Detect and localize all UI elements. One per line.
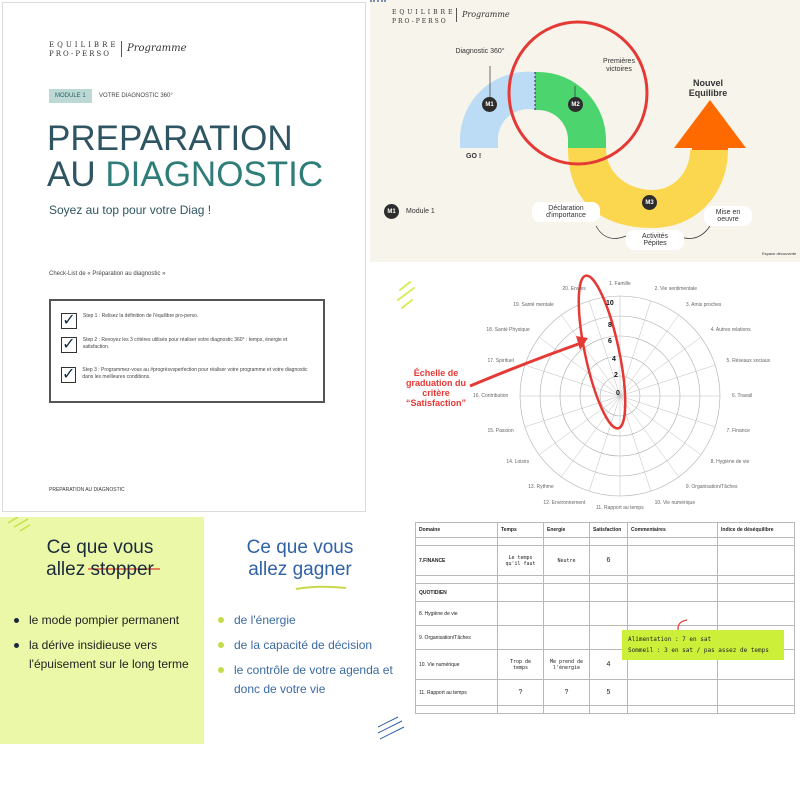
label-espace-decouverte: Espace découverte <box>762 251 797 256</box>
label-mise-en-oeuvre: Mise en oeuvre <box>704 206 752 226</box>
legend-node: M1 <box>384 204 399 219</box>
radar-axis-label: 5. Réseaux sociaux <box>726 358 771 365</box>
column-header: Energie <box>544 523 590 538</box>
doc-title-line1: PREPARATION <box>47 119 293 158</box>
radar-axis-label: 18. Santé Physique <box>486 327 530 334</box>
module-m3-node: M3 <box>642 195 657 210</box>
scale-0: 0 <box>616 390 620 397</box>
label-nouvel-equilibre: Nouvel Equilibre <box>688 78 728 98</box>
checkbox-checked-icon: ✓ <box>62 366 76 383</box>
table-cell: ? <box>498 680 544 706</box>
table-cell <box>628 546 718 576</box>
module-label: VOTRE DIAGNOSTIC 360° <box>99 93 173 99</box>
radar-spoke <box>620 396 715 427</box>
doc-title-diagnostic: DIAGNOSTIC <box>105 155 324 194</box>
checklist-box <box>49 299 325 403</box>
table-row <box>416 546 795 576</box>
doc-footer: PREPARATION AU DIAGNOSTIC <box>49 487 125 493</box>
brand-line1: EQUILIBRE <box>49 41 119 49</box>
checkbox-checked-icon: ✓ <box>62 312 76 329</box>
table-spacer-row <box>416 706 795 714</box>
stop-title-allez: allez <box>46 559 91 580</box>
decor-strokes <box>398 282 414 308</box>
diagnostic-table <box>415 522 795 714</box>
gain-list <box>218 611 398 699</box>
brand-line1-small: EQUILIBRE <box>392 9 456 16</box>
radar-spoke <box>589 396 620 491</box>
gain-item <box>218 636 398 655</box>
radar-axis-label: 9. Organisation/Tâches <box>685 483 738 490</box>
legend-module-label: Module 1 <box>406 208 435 215</box>
brand-script-small: Programme <box>462 10 510 19</box>
step-3-text: Step 3 : Programmez-vous au #progrèsvsperfection pour réaliser votre programme et votre diagnostic dans les meilleures conditions. <box>82 367 308 380</box>
radar-axis-label: 20. Envies <box>562 286 586 293</box>
arrow-orange <box>674 100 746 150</box>
gain-item-text: de la capacité de décision <box>234 638 373 652</box>
stop-title-stopper: stopper <box>90 559 154 580</box>
column-header: Satisfaction <box>590 523 628 538</box>
diagnostic-table-panel <box>415 522 795 722</box>
scale-6: 6 <box>608 338 612 345</box>
bullet-dot-icon <box>14 643 19 648</box>
document-cover <box>2 2 366 512</box>
table-cell: 5 <box>590 680 628 706</box>
gain-item-text: le contrôle de votre agenda et donc de votre vie <box>234 663 393 696</box>
radar-axis-label: 10. Vie numérique <box>654 499 696 506</box>
radar-panel <box>370 266 800 516</box>
radar-spoke <box>620 396 679 477</box>
scale-note: Échelle de graduation du critère “Satisfaction” <box>406 368 467 408</box>
step-row <box>61 337 311 353</box>
radar-spoke <box>620 315 679 396</box>
gain-title <box>220 537 380 581</box>
gain-item <box>218 661 398 699</box>
stop-title <box>20 537 180 581</box>
radar-axis-label: 4. Autres relations <box>710 327 751 334</box>
bullet-dot-icon <box>218 667 224 673</box>
table-row <box>416 680 795 706</box>
radar-spoke <box>539 396 620 455</box>
bullet-dot-icon <box>218 617 224 623</box>
doc-title-au: AU <box>47 155 106 194</box>
radar-axis-label: 15. Passion <box>487 427 514 434</box>
table-cell <box>718 546 795 576</box>
label-premieres-victoires: Premières victoires <box>603 58 635 73</box>
gain-title-line2 <box>220 559 380 581</box>
step-1-text: Step 1 : Relisez la définition de l'équilibre pro-perso. <box>83 313 199 319</box>
module-m2-node: M2 <box>568 97 583 112</box>
radar-axis-label: 1. Famille <box>609 281 631 287</box>
connector-curve-left <box>596 226 626 238</box>
scale-8: 8 <box>608 322 612 329</box>
table-cell: 8. Hygiène de vie <box>416 602 498 626</box>
bullet-dot-icon <box>218 642 224 648</box>
table-row <box>416 602 795 626</box>
brand-divider <box>121 41 122 57</box>
radar-spoke <box>620 396 701 455</box>
note-line1: Alimentation : 7 en sat <box>628 636 712 643</box>
table-cell: 9. Organisation/Tâches <box>416 626 498 650</box>
column-header: Temps <box>498 523 544 538</box>
scale-4: 4 <box>612 356 616 363</box>
stop-item-text: la dérive insidieuse vers l'épuisement sur le long terme <box>29 638 189 671</box>
stop-title-line2 <box>20 559 180 581</box>
table-cell: Me prend de l'énergie <box>544 650 590 680</box>
stop-item <box>14 636 194 674</box>
radar-spoke <box>561 396 620 477</box>
step-row <box>61 313 311 329</box>
label-declaration: Déclaration d'importance <box>532 202 600 222</box>
radar-spoke <box>620 365 715 396</box>
radar-axis-label: 8. Hygiène de vie <box>710 458 750 465</box>
table-cell: 11. Rapport au temps <box>416 680 498 706</box>
program-path-panel <box>370 0 800 262</box>
scale-2: 2 <box>614 372 618 379</box>
table-cell: Trop de temps <box>498 650 544 680</box>
bullet-dot-icon <box>14 618 19 623</box>
table-row <box>416 584 795 602</box>
label-go: GO ! <box>466 153 482 160</box>
radar-axis-label: 7. Finance <box>726 427 750 434</box>
scale-10: 10 <box>606 300 614 307</box>
radar-axis-label: 11. Rapport au temps <box>596 505 644 511</box>
underline-gagner <box>296 587 346 589</box>
radar-spoke <box>525 365 620 396</box>
checklist-heading: Check-List de « Préparation au diagnostic » <box>49 271 166 277</box>
table-cell: 7.FINANCE <box>416 546 498 576</box>
brand-line2: PRO-PERSO <box>49 50 111 58</box>
radar-axis-label: 19. Santé mentale <box>513 302 554 309</box>
radar-axis-label: 14. Loisirs <box>506 458 530 465</box>
column-header: Indice de déséquilibre <box>718 523 795 538</box>
table-cell: QUOTIDIEN <box>416 584 498 602</box>
radar-axis-label: 13. Rythme <box>528 483 554 490</box>
gain-title-allez: allez <box>248 559 293 580</box>
radar-axis-label: 12. Environnement <box>543 499 586 506</box>
label-activites-pepites: Activités Pépites <box>626 230 684 250</box>
table-cell: 10. Vie numérique <box>416 650 498 680</box>
table-spacer-row <box>416 538 795 546</box>
radar-axis-label: 2. Vie sentimentale <box>654 286 698 293</box>
stop-gain-panel <box>0 517 412 744</box>
gain-item-text: de l'énergie <box>234 613 296 627</box>
table-cell: Neutre <box>544 546 590 576</box>
stop-item-text: le mode pompier permanent <box>29 613 180 627</box>
checkbox-checked-icon: ✓ <box>62 336 76 353</box>
table-cell: ? <box>544 680 590 706</box>
brand-logo <box>49 41 118 59</box>
note-line2: Sommeil : 3 en sat / pas assez de temps <box>628 647 769 654</box>
brand-script: Programme <box>127 43 187 54</box>
table-header-row <box>416 523 795 538</box>
table-spacer-row <box>416 576 795 584</box>
radar-axis-label: 3. Amis proches <box>685 302 722 309</box>
column-header: Domaine <box>416 523 498 538</box>
radar-axis-label: 6. Travail <box>732 393 753 399</box>
doc-subtitle: Soyez au top pour votre Diag ! <box>49 203 212 217</box>
gain-title-line1: Ce que vous <box>246 537 354 558</box>
gain-title-gagner: gagner <box>292 559 352 580</box>
stop-list <box>14 611 194 674</box>
label-diagnostic: Diagnostic 360° <box>455 48 505 55</box>
stop-item <box>14 611 194 630</box>
radar-axis-label: 16. Contribution <box>473 393 509 399</box>
radar-axis-label: 17. Spirituel <box>487 358 514 365</box>
stop-title-line1: Ce que vous <box>46 537 154 558</box>
step-2-text: Step 2 : Revoyez les 3 critères utilisés pour réaliser votre diagnostic 360° : temps, énergie et satisfaction. <box>82 337 288 350</box>
gain-item <box>218 611 398 630</box>
module-m1-node: M1 <box>482 97 497 112</box>
table-cell: 6 <box>590 546 628 576</box>
radar-spoke <box>589 301 620 396</box>
table-cell: 4 <box>590 650 628 680</box>
sticky-note <box>622 630 784 660</box>
module-tag: MODULE 1 <box>49 89 92 103</box>
radar-spoke <box>620 337 701 396</box>
table-cell: Le temps qu'il faut <box>498 546 544 576</box>
radar-spoke <box>525 396 620 427</box>
step-row <box>61 367 311 383</box>
column-header: Commentaires <box>628 523 718 538</box>
brand-line2-small: PRO-PERSO <box>392 18 448 25</box>
doc-title-line2 <box>47 157 323 193</box>
